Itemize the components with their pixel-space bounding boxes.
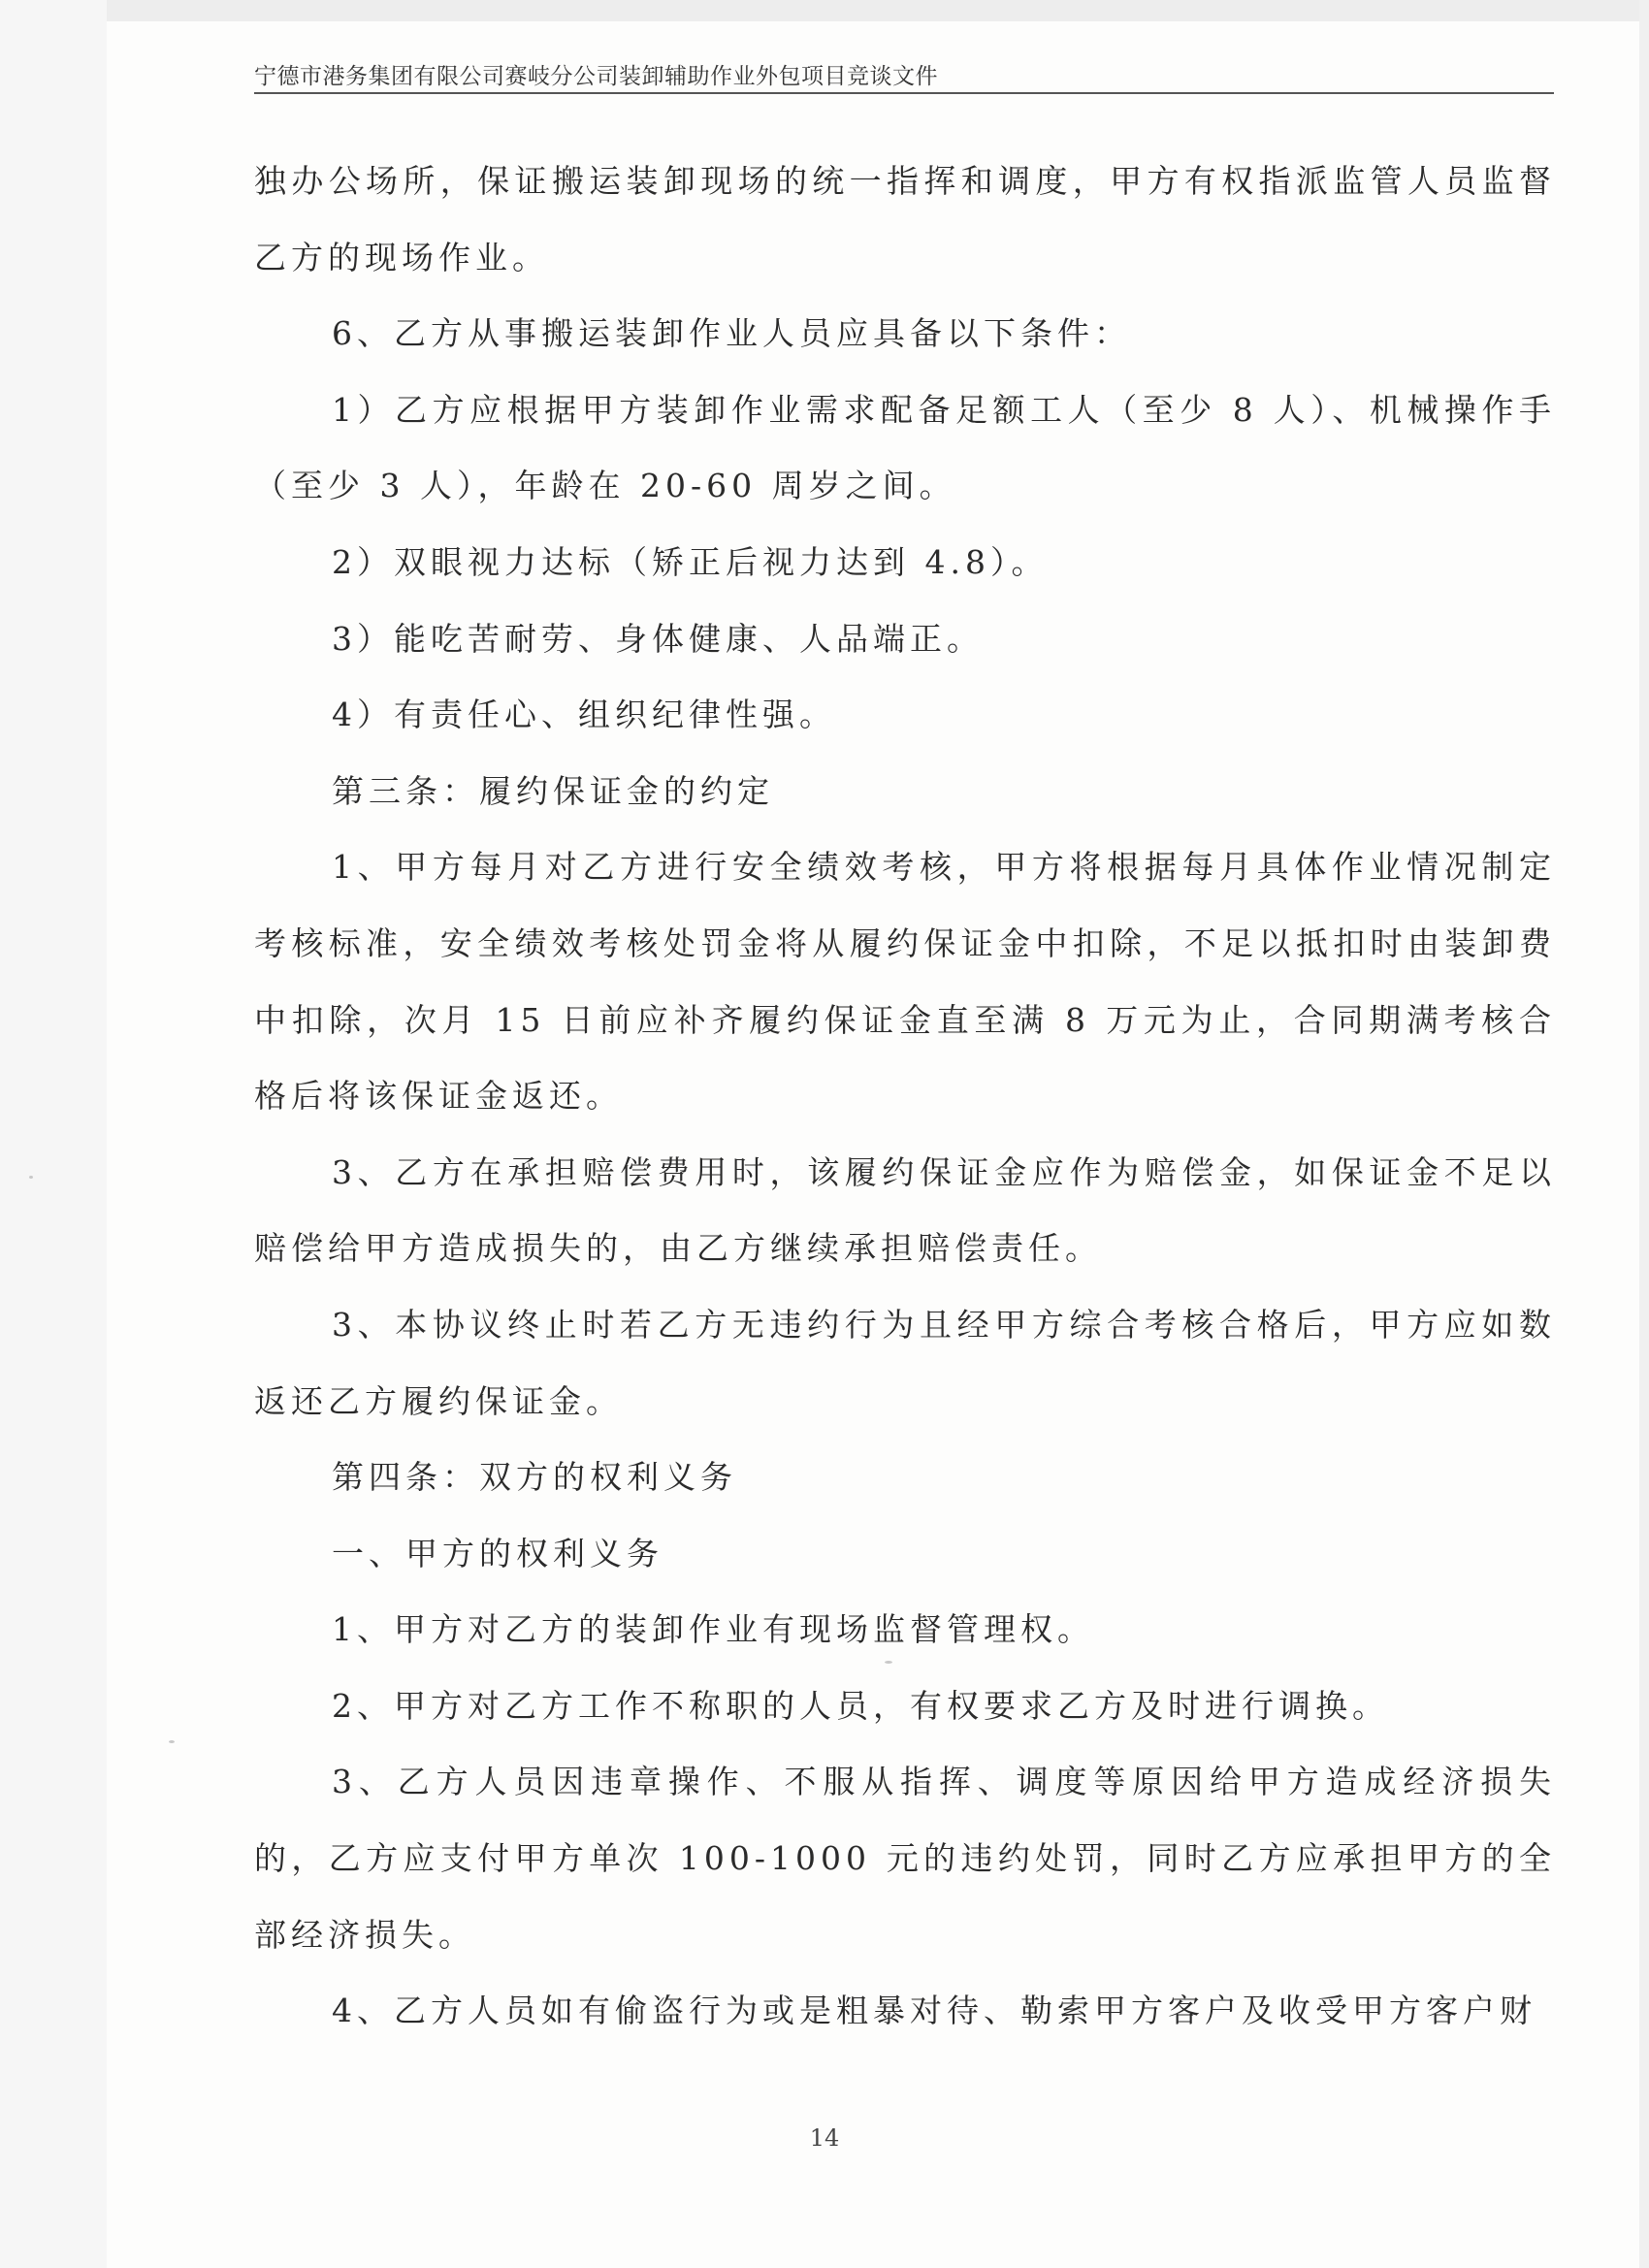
section-heading: 第四条：双方的权利义务 bbox=[332, 1458, 737, 1497]
paragraph: 3、乙方人员因违章操作、不服从指挥、调度等原因给甲方造成经济损失的，乙方应支付甲方单次 100-1000 元的违约处罚，同时乙方应承担甲方的全部经济损失。 bbox=[254, 1763, 1556, 1954]
paragraph: 2）双眼视力达标（矫正后视力达到 4.8）。 bbox=[332, 542, 1049, 581]
document-body bbox=[254, 144, 1556, 2050]
paragraph: 独办公场所，保证搬运装卸现场的统一指挥和调度，甲方有权指派监管人员监督乙方的现场作业。 bbox=[254, 162, 1556, 276]
header-rule bbox=[254, 92, 1554, 94]
scan-edge-right bbox=[1639, 0, 1649, 2268]
section-heading: 第三条：履约保证金的约定 bbox=[332, 771, 774, 810]
paragraph: 3、本协议终止时若乙方无违约行为且经甲方综合考核合格后，甲方应如数返还乙方履约保证金。 bbox=[254, 1305, 1556, 1420]
scan-speck bbox=[885, 1661, 892, 1664]
paragraph: 1、甲方对乙方的装卸作业有现场监督管理权。 bbox=[332, 1610, 1094, 1649]
paragraph: 2、甲方对乙方工作不称职的人员，有权要求乙方及时进行调换。 bbox=[332, 1686, 1389, 1725]
scan-edge-top bbox=[0, 0, 1649, 21]
paragraph: 4、乙方人员如有偷盗行为或是粗暴对待、勒索甲方客户及收受甲方客户财 bbox=[332, 1992, 1536, 2030]
scan-speck bbox=[169, 1740, 175, 1743]
paragraph: 4）有责任心、组织纪律性强。 bbox=[332, 696, 836, 734]
subsection-heading: 一、甲方的权利义务 bbox=[332, 1534, 663, 1572]
scan-speck bbox=[29, 1176, 33, 1179]
paragraph: 1、甲方每月对乙方进行安全绩效考核，甲方将根据每月具体作业情况制定考核标准，安全绩效考核处罚金将从履约保证金中扣除，不足以抵扣时由装卸费中扣除，次月 15 日前应补齐履约保证金直至满 8 万元为止，合同期满考核合格后将该保证金返还。 bbox=[254, 848, 1556, 1116]
running-header: 宁德市港务集团有限公司赛岐分公司装卸辅助作业外包项目竞谈文件 bbox=[254, 64, 938, 89]
paragraph: 3）能吃苦耐劳、身体健康、人品端正。 bbox=[332, 619, 984, 658]
scan-edge-left bbox=[0, 0, 107, 2268]
page-number: 14 bbox=[809, 2124, 840, 2152]
paragraph: 3、乙方在承担赔偿费用时，该履约保证金应作为赔偿金，如保证金不足以赔偿给甲方造成损失的，由乙方继续承担赔偿责任。 bbox=[254, 1152, 1556, 1268]
paragraph: 6、乙方从事搬运装卸作业人员应具备以下条件： bbox=[332, 314, 1131, 353]
paragraph: 1）乙方应根据甲方装卸作业需求配备足额工人（至少 8 人）、机械操作手（至少 3 人），年龄在 20-60 周岁之间。 bbox=[254, 390, 1556, 505]
